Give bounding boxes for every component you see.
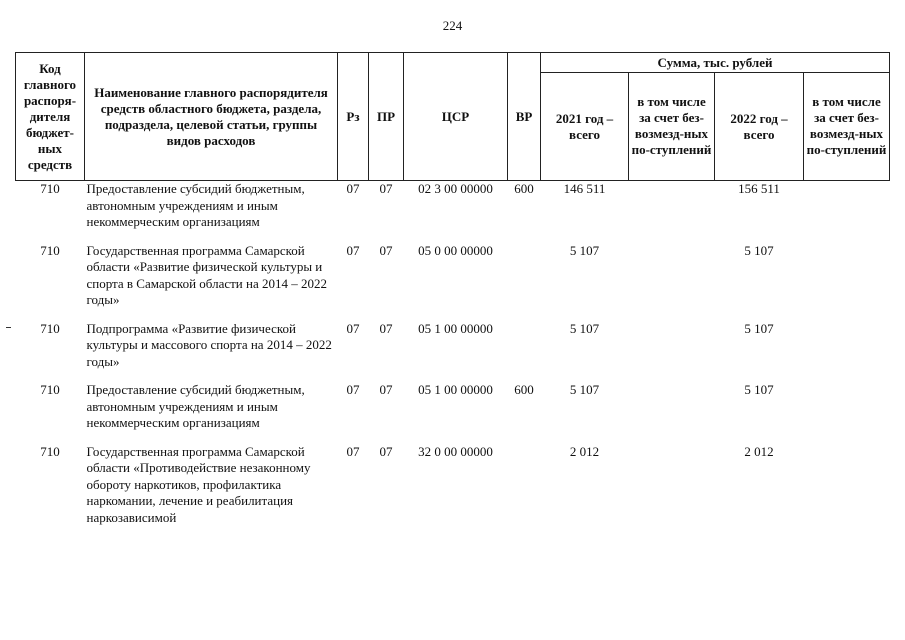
header-sum-group: Сумма, тыс. рублей — [541, 53, 890, 73]
header-vr: ВР — [508, 53, 541, 181]
header-2022-total: 2022 год – всего — [715, 73, 804, 181]
cell-2022-total: 5 107 — [744, 382, 774, 397]
cell-2021-total: 2 012 — [569, 443, 600, 459]
table-row — [16, 382, 890, 444]
cell-name: Предоставление субсидий бюджетным, автономным учреждениям и иным некоммерческим организациям — [86, 382, 305, 430]
header-csr: ЦСР — [404, 53, 508, 181]
cell-csr: 02 3 00 00000 — [418, 181, 493, 196]
cell-rz: 07 — [346, 382, 360, 397]
cell-rz: 07 — [346, 443, 360, 459]
table-header — [16, 53, 890, 181]
cell-2021-free — [629, 444, 715, 539]
cell-name: Подпрограмма «Развитие физической культуры и массового спорта на 2014 – 2022 годы» — [86, 320, 332, 369]
header-2021-free: в том числе за счет без-возмезд-ных по-ступлений — [629, 73, 715, 181]
cell-2022-free — [804, 444, 890, 539]
cell-csr: 05 1 00 00000 — [418, 382, 493, 397]
header-2022-free: в том числе за счет без-возмезд-ных по-ступлений — [804, 73, 890, 181]
cell-rz: 07 — [346, 181, 360, 196]
cell-2022-total: 156 511 — [738, 181, 780, 196]
cell-2021-free — [629, 321, 715, 383]
cell-2021-total: 146 511 — [563, 181, 606, 196]
table-row — [16, 321, 890, 383]
table-row — [16, 181, 890, 243]
cell-csr: 05 1 00 00000 — [418, 320, 493, 336]
cell-2021-total: 5 107 — [569, 320, 600, 336]
cell-2021-free — [629, 181, 715, 243]
cell-vr — [508, 243, 541, 321]
cell-2021-total: 5 107 — [569, 382, 600, 397]
cell-vr — [508, 321, 541, 383]
cell-2021-free — [629, 382, 715, 444]
cell-2022-total: 5 107 — [744, 242, 774, 258]
cell-2022-free — [804, 321, 890, 383]
cell-name: Государственная программа Самарской области «Противодействие незаконному обороту наркотиков, профилактика наркомании, лечение и реабилитация наркозависимой — [86, 443, 311, 525]
cell-2022-free — [804, 243, 890, 321]
cell-pr: 07 — [379, 320, 393, 336]
cell-2022-free — [804, 382, 890, 444]
cell-2022-total: 5 107 — [744, 320, 774, 336]
cell-pr: 07 — [379, 242, 393, 258]
table-row — [16, 243, 890, 321]
header-2021-total: 2021 год – всего — [541, 73, 629, 181]
cell-code: 710 — [40, 181, 60, 196]
cell-2021-free — [629, 243, 715, 321]
cell-vr: 600 — [514, 181, 534, 196]
cell-2021-total: 5 107 — [569, 242, 600, 258]
cell-csr: 32 0 00 00000 — [418, 443, 493, 459]
header-pr: ПР — [369, 53, 404, 181]
cell-code: 710 — [40, 320, 60, 336]
cell-vr: 600 — [514, 382, 534, 397]
cell-pr: 07 — [379, 382, 393, 397]
cell-csr: 05 0 00 00000 — [418, 242, 493, 258]
cell-rz: 07 — [346, 320, 360, 336]
header-rz: Рз — [338, 53, 369, 181]
page-number: 224 — [442, 18, 463, 33]
cell-vr — [508, 444, 541, 539]
cell-name: Предоставление субсидий бюджетным, автономным учреждениям и иным некоммерческим организациям — [86, 181, 305, 229]
margin-mark — [6, 327, 11, 328]
cell-name: Государственная программа Самарской области «Развитие физической культуры и спорта в Самарской области на 2014 – 2022 годы» — [86, 242, 327, 307]
cell-code: 710 — [40, 443, 60, 459]
cell-pr: 07 — [379, 181, 393, 196]
cell-rz: 07 — [346, 242, 360, 258]
table-row — [16, 444, 890, 539]
header-code — [16, 53, 85, 181]
header-name: Наименование главного распорядителя средств областного бюджета, раздела, подраздела, целевой статьи, группы видов расходов — [85, 53, 338, 181]
cell-2022-total: 2 012 — [744, 443, 774, 459]
table-body — [16, 181, 890, 539]
cell-code: 710 — [40, 242, 60, 258]
cell-2022-free — [804, 181, 890, 243]
cell-code: 710 — [40, 382, 60, 397]
budget-table — [15, 52, 890, 538]
header-code-label: Код главного распоря-дителя бюджет-ных средств — [23, 60, 77, 172]
cell-pr: 07 — [379, 443, 393, 459]
